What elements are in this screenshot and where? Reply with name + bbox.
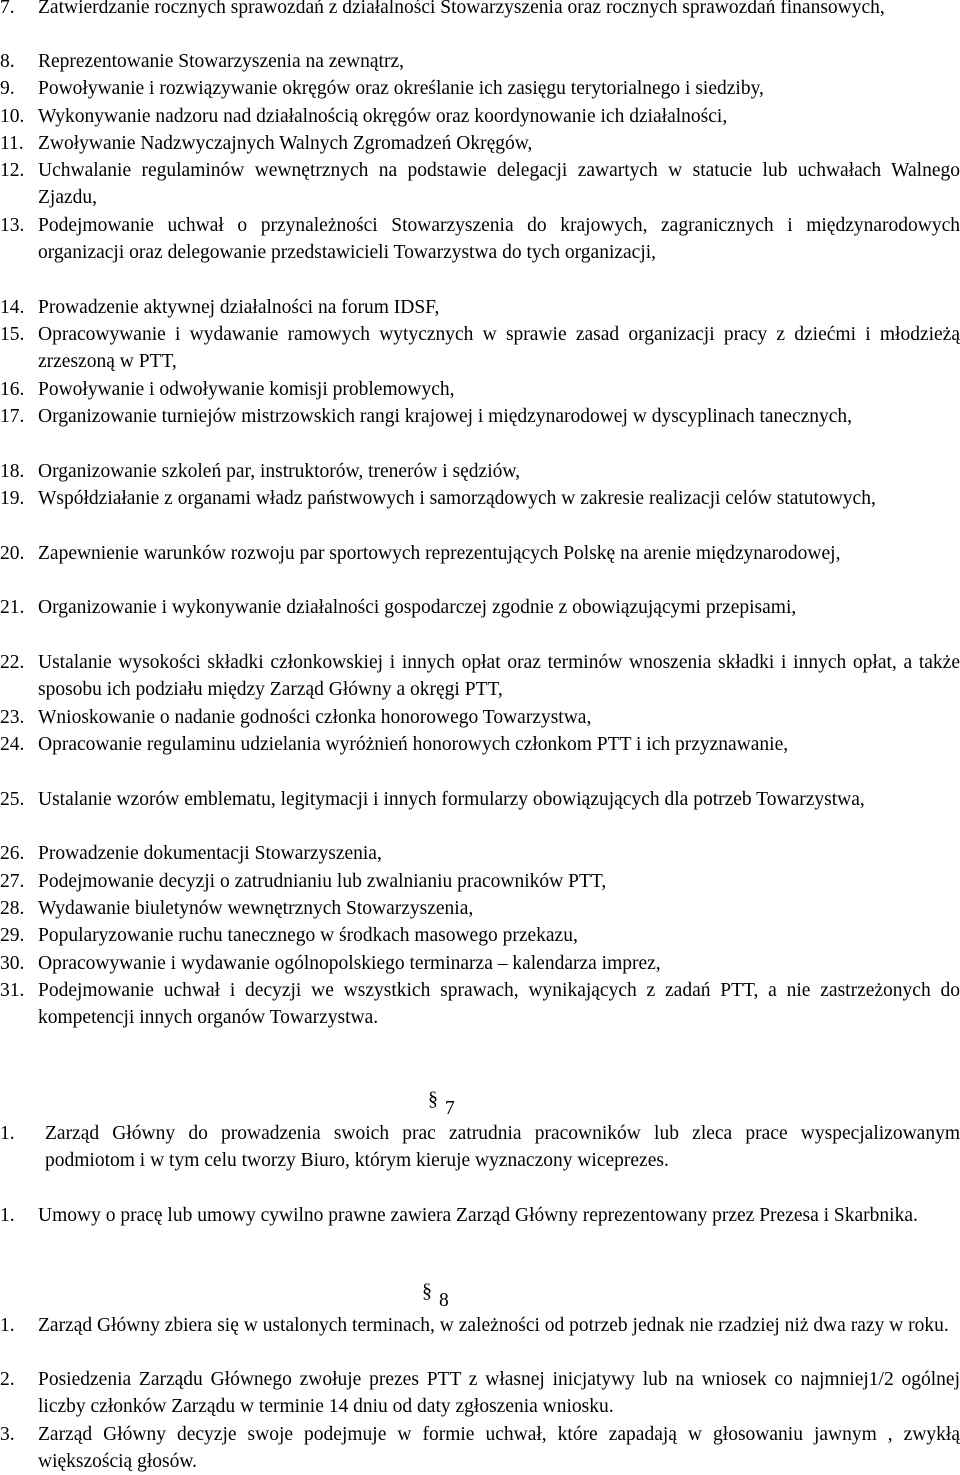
item-number: 9. bbox=[0, 78, 15, 99]
item-number: 24. bbox=[0, 734, 25, 755]
item-text: Opracowanie regulaminu udzielania wyróżnień honorowych członkom PTT i ich przyznawanie, bbox=[38, 734, 789, 755]
section-8-item bbox=[0, 1312, 960, 1339]
list-item bbox=[0, 321, 960, 375]
list-item bbox=[0, 403, 960, 430]
item-number: 10. bbox=[0, 106, 25, 127]
list-item bbox=[0, 485, 960, 512]
item-text: Podejmowanie decyzji o zatrudnianiu lub zwalnianiu pracowników PTT, bbox=[38, 871, 607, 892]
item-number: 17. bbox=[0, 406, 25, 427]
section-8-item bbox=[0, 1421, 960, 1475]
item-text: Podejmowanie uchwał o przynależności Stowarzyszenia do krajowych, zagranicznych i międzynarodowych organizacji oraz delegowanie przedstawicieli Towarzystwa do tych organizacji, bbox=[38, 215, 960, 264]
item-number: 18. bbox=[0, 461, 25, 482]
item-number: 31. bbox=[0, 980, 25, 1001]
item-number: 19. bbox=[0, 488, 25, 509]
item-text: Organizowanie i wykonywanie działalności gospodarczej zgodnie z obowiązującymi przepisami, bbox=[38, 597, 797, 618]
item-number: 16. bbox=[0, 379, 25, 400]
item-text: Współdziałanie z organami władz państwowych i samorządowych w zakresie realizacji celów statutowych, bbox=[38, 488, 876, 509]
section-symbol: § bbox=[428, 1088, 438, 1110]
item-number: 1. bbox=[0, 1205, 15, 1226]
list-item bbox=[0, 376, 960, 403]
list-item bbox=[0, 895, 960, 922]
item-text: Powoływanie i rozwiązywanie okręgów oraz określanie ich zasięgu terytorialnego i siedziby, bbox=[38, 78, 764, 99]
item-number: 2. bbox=[0, 1369, 15, 1390]
item-text: Ustalanie wzorów emblematu, legitymacji i innych formularzy obowiązujących dla potrzeb Towarzystwa, bbox=[38, 789, 865, 810]
item-number: 8. bbox=[0, 51, 15, 72]
item-text: Popularyzowanie ruchu tanecznego w środkach masowego przekazu, bbox=[38, 925, 578, 946]
list-item bbox=[0, 594, 960, 621]
list-item bbox=[0, 75, 960, 102]
item-number: 3. bbox=[0, 1424, 15, 1445]
item-number: 29. bbox=[0, 925, 25, 946]
item-text: Wykonywanie nadzoru nad działalnością okręgów oraz koordynowanie ich działalności, bbox=[38, 106, 728, 127]
item-text: Wnioskowanie o nadanie godności członka honorowego Towarzystwa, bbox=[38, 707, 592, 728]
list-item bbox=[0, 977, 960, 1031]
list-item bbox=[0, 458, 960, 485]
item-number: 11. bbox=[0, 133, 24, 154]
item-number: 13. bbox=[0, 215, 25, 236]
item-number: 23. bbox=[0, 707, 25, 728]
list-item bbox=[0, 786, 960, 813]
item-text: Opracowywanie i wydawanie ogólnopolskiego terminarza – kalendarza imprez, bbox=[38, 953, 661, 974]
item-text: Prowadzenie aktywnej działalności na forum IDSF, bbox=[38, 297, 440, 318]
item-text: Organizowanie turniejów mistrzowskich rangi krajowej i międzynarodowej w dyscyplinach tanecznych, bbox=[38, 406, 853, 427]
list-item bbox=[0, 540, 960, 567]
list-item bbox=[0, 212, 960, 266]
list-item bbox=[0, 731, 960, 758]
list-item bbox=[0, 130, 960, 157]
item-text: Posiedzenia Zarządu Głównego zwołuje prezes PTT z własnej inicjatywy lub na wniosek co najmniej1/2 ogólnej liczby członków Zarządu w terminie 14 dniu od daty zgłoszenia wniosku. bbox=[38, 1369, 960, 1418]
item-text: Zarząd Główny decyzje swoje podejmuje w formie uchwał, które zapadają w głosowaniu jawnym , zwykłą większością głosów. bbox=[38, 1424, 960, 1473]
item-text: Reprezentowanie Stowarzyszenia na zewnątrz, bbox=[38, 51, 404, 72]
section-number: 7 bbox=[445, 1098, 455, 1119]
list-item bbox=[0, 649, 960, 703]
item-text: Zarząd Główny zbiera się w ustalonych terminach, w zależności od potrzeb jednak nie rzadziej niż dwa razy w roku. bbox=[38, 1315, 949, 1336]
item-number: 15. bbox=[0, 324, 25, 345]
item-number: 27. bbox=[0, 871, 25, 892]
item-text: Zatwierdzanie rocznych sprawozdań z działalności Stowarzyszenia oraz rocznych sprawozdań finansowych, bbox=[38, 0, 885, 18]
section-7-heading bbox=[428, 1088, 468, 1121]
item-text: Uchwalanie regulaminów wewnętrznych na podstawie delegacji zawartych w statucie lub uchwałach Walnego Zjazdu, bbox=[38, 160, 960, 209]
list-item bbox=[0, 704, 960, 731]
item-number: 14. bbox=[0, 297, 25, 318]
item-number: 22. bbox=[0, 652, 25, 673]
item-text: Opracowywanie i wydawanie ramowych wytycznych w sprawie zasad organizacji pracy z dziećmi i młodzieżą zrzeszoną w PTT, bbox=[38, 324, 960, 373]
item-number: 1. bbox=[0, 1315, 15, 1336]
section-number: 8 bbox=[439, 1290, 449, 1311]
list-item bbox=[0, 157, 960, 211]
item-number: 28. bbox=[0, 898, 25, 919]
item-number: 21. bbox=[0, 597, 25, 618]
list-item bbox=[0, 868, 960, 895]
item-text: Powoływanie i odwoływanie komisji problemowych, bbox=[38, 379, 455, 400]
item-number: 7. bbox=[0, 0, 15, 18]
item-text: Umowy o pracę lub umowy cywilno prawne zawiera Zarząd Główny reprezentowany przez Prezesa i Skarbnika. bbox=[38, 1205, 918, 1226]
item-number: 20. bbox=[0, 543, 25, 564]
section-8-heading bbox=[422, 1280, 462, 1313]
list-item bbox=[0, 950, 960, 977]
section-8-item bbox=[0, 1366, 960, 1420]
section-7-item bbox=[0, 1120, 960, 1174]
item-number: 1. bbox=[0, 1123, 15, 1144]
item-text: Zapewnienie warunków rozwoju par sportowych reprezentujących Polskę na arenie międzynarodowej, bbox=[38, 543, 841, 564]
item-number: 25. bbox=[0, 789, 25, 810]
item-text: Wydawanie biuletynów wewnętrznych Stowarzyszenia, bbox=[38, 898, 474, 919]
item-number: 30. bbox=[0, 953, 25, 974]
item-number: 12. bbox=[0, 160, 25, 181]
section-symbol: § bbox=[422, 1280, 432, 1302]
item-text: Organizowanie szkoleń par, instruktorów, trenerów i sędziów, bbox=[38, 461, 521, 482]
item-text: Zwoływanie Nadzwyczajnych Walnych Zgromadzeń Okręgów, bbox=[38, 133, 533, 154]
item-text: Podejmowanie uchwał i decyzji we wszystkich sprawach, wynikających z zadań PTT, a nie zastrzeżonych do kompetencji innych organów Towarzystwa. bbox=[38, 980, 960, 1029]
list-item bbox=[0, 294, 960, 321]
list-item bbox=[0, 0, 960, 21]
item-number: 26. bbox=[0, 843, 25, 864]
list-item bbox=[0, 922, 960, 949]
list-item bbox=[0, 48, 960, 75]
section-7-item bbox=[0, 1202, 960, 1229]
item-text: Zarząd Główny do prowadzenia swoich prac zatrudnia pracowników lub zleca prace wyspecjalizowanym podmiotom i w tym celu tworzy Biuro, którym kieruje wyznaczony wiceprezes. bbox=[45, 1123, 960, 1172]
list-item bbox=[0, 840, 960, 867]
list-item bbox=[0, 103, 960, 130]
item-text: Ustalanie wysokości składki członkowskiej i innych opłat oraz terminów wnoszenia składki i innych opłat, a także sposobu ich podziału między Zarząd Główny a okręgi PTT, bbox=[38, 652, 960, 701]
item-text: Prowadzenie dokumentacji Stowarzyszenia, bbox=[38, 843, 382, 864]
